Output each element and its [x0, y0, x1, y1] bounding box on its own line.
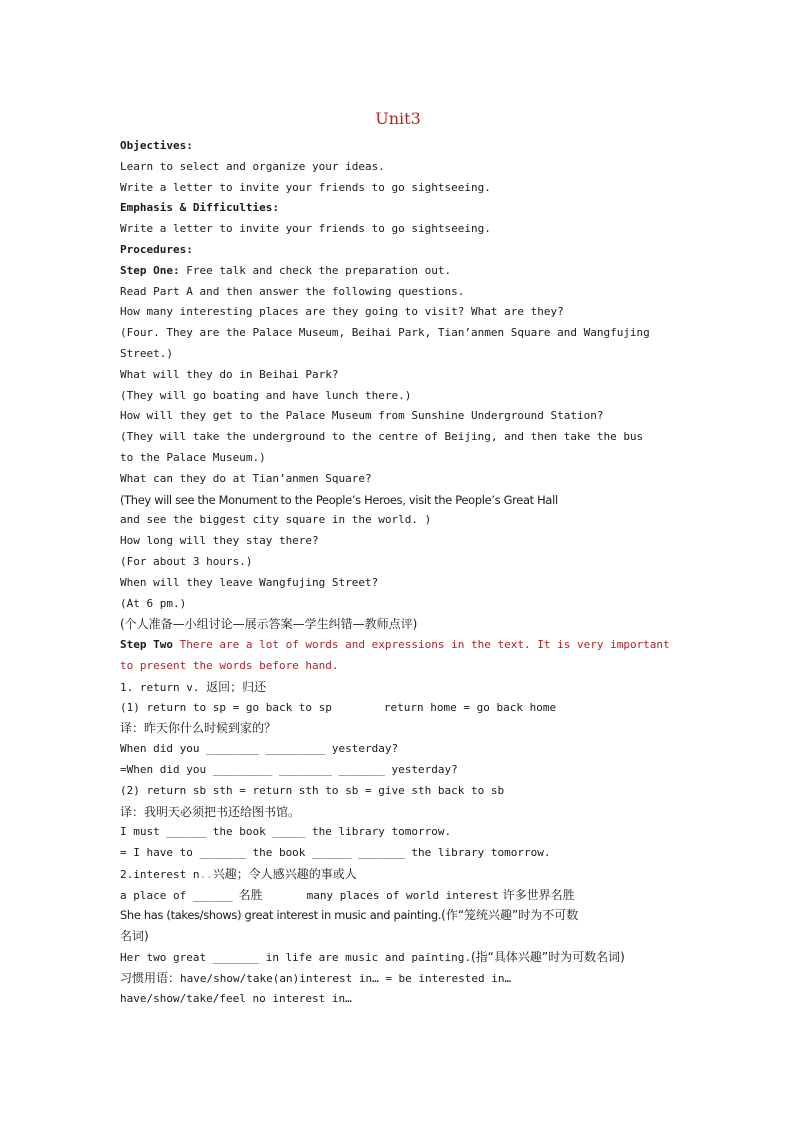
- page-title: Unit3: [375, 109, 421, 128]
- translation-line: 译：昨天你什么时候到家的？: [120, 721, 277, 736]
- exercise-line: = I have to _______ the book ______ _______ the library tomorrow.: [120, 846, 551, 860]
- step-one-text: Free talk and check the preparation out.: [179, 263, 452, 277]
- qa-line: (They will go boating and have lunch there.): [120, 388, 412, 402]
- step-two-text-cont: to present the words before hand.: [120, 658, 339, 672]
- emphasis-heading: Emphasis & Difficulties:: [120, 201, 279, 215]
- objective-item: Learn to select and organize your ideas.: [120, 159, 385, 173]
- procedures-intro: Read Part A and then answer the following questions.: [120, 284, 465, 298]
- vocab-interest-example: Her two great _______ in life are music and painting.(指“具体兴趣”时为可数名词): [120, 950, 625, 965]
- vocab-return-heading: 1. return v. 返回；归还: [120, 679, 267, 694]
- qa-line: How long will they stay there?: [120, 534, 319, 548]
- qa-line: What will they do in Beihai Park?: [120, 367, 339, 381]
- procedures-heading: Procedures:: [120, 242, 193, 256]
- qa-line: How will they get to the Palace Museum from Sunshine Underground Station?: [120, 409, 604, 423]
- exercise-line: I must ______ the book _____ the library tomorrow.: [120, 825, 452, 839]
- qa-line: (Four. They are the Palace Museum, Beihai Park, Tian’anmen Square and Wangfujing: [120, 326, 650, 340]
- vocab-idiom-2: have/show/take/feel no interest in…: [120, 991, 352, 1005]
- qa-line: When will they leave Wangfujing Street?: [120, 575, 379, 589]
- step-two-line: [120, 635, 676, 656]
- step-two-text: There are a lot of words and expressions in the text. It is very important: [172, 638, 670, 652]
- step-one-label: Step One:: [120, 263, 180, 277]
- qa-line: (At 6 pm.): [120, 596, 187, 610]
- exercise-line: When did you ________ _________ yesterday?: [120, 742, 399, 756]
- qa-line: and see the biggest city square in the world. ): [120, 513, 432, 527]
- process-note: (个人准备—小组讨论—展示答案—学生纠错—教师点评): [120, 617, 418, 632]
- qa-line: How many interesting places are they going to visit? What are they?: [120, 305, 564, 319]
- document-page: [120, 106, 676, 1009]
- vocab-interest-heading: 2.interest n..兴趣；令人感兴趣的事或人: [120, 866, 357, 881]
- vocab-idiom: 习惯用语：have/show/take(an)interest in… = be interested in…: [120, 970, 512, 985]
- objective-item: Write a letter to invite your friends to go sightseeing.: [120, 180, 491, 194]
- qa-line: What can they do at Tian’anmen Square?: [120, 471, 372, 485]
- step-two-label: Step Two: [120, 638, 173, 652]
- vocab-interest-example-cont: 名词): [120, 929, 149, 944]
- objectives-heading: Objectives:: [120, 139, 193, 152]
- qa-line: (For about 3 hours.): [120, 554, 253, 568]
- qa-line: Street.): [120, 346, 173, 360]
- vocab-interest-example: She has (takes/shows) great interest in music and painting.(作“笼统兴趣”时为不可数: [120, 908, 579, 923]
- emphasis-item: Write a letter to invite your friends to go sightseeing.: [120, 222, 491, 236]
- step-one-line: [120, 261, 676, 282]
- translation-line: 译：我明天必须把书还给图书馆。: [120, 804, 301, 819]
- vocab-interest-place: a place of ______ 名胜 many places of world interest 许多世界名胜: [120, 887, 575, 902]
- exercise-line: =When did you _________ ________ _______ yesterday?: [120, 762, 458, 776]
- qa-line: (They will take the underground to the centre of Beijing, and then take the bus: [120, 430, 644, 444]
- vocab-return-1: (1) return to sp = go back to sp return home = go back home: [120, 700, 557, 714]
- qa-line: to the Palace Museum.): [120, 450, 266, 464]
- qa-line: (They will see the Monument to the People’s Heroes, visit the People’s Great Hall: [120, 492, 558, 507]
- vocab-return-2: (2) return sb sth = return sth to sb = give sth back to sb: [120, 783, 505, 797]
